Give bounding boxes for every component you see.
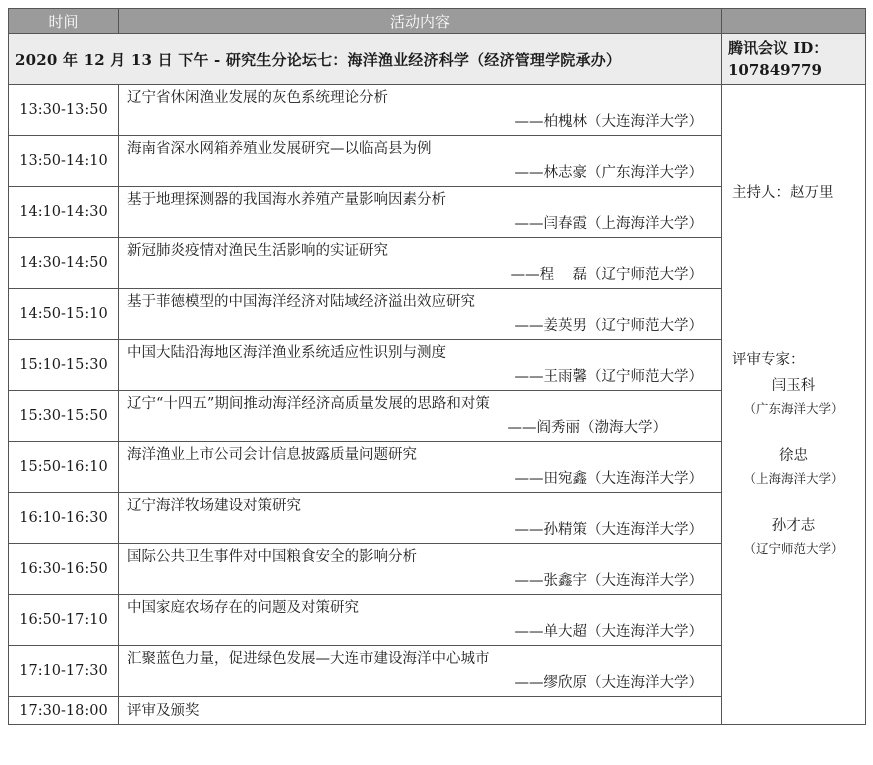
- header-time: 时间: [9, 9, 119, 34]
- slot-speaker: ——田宛鑫（大连海洋大学）: [514, 471, 703, 487]
- slot-time: 16:10-16:30: [9, 493, 119, 544]
- slot-activity: [119, 238, 722, 289]
- slot-activity: [119, 442, 722, 493]
- slot-speaker: ——孙精策（大连海洋大学）: [514, 522, 703, 538]
- slot-speaker: ——阎秀丽（渤海大学）: [507, 420, 667, 436]
- slot-speaker: ——林志豪（广东海洋大学）: [514, 165, 703, 181]
- session-title: 2020 年 12 月 13 日 下午 - 研究生分论坛七：海洋渔业经济科学（经济管理学院承办）: [9, 34, 722, 85]
- slot-time: 14:10-14:30: [9, 187, 119, 238]
- slot-activity: [119, 136, 722, 187]
- schedule-table: [8, 8, 866, 725]
- header-blank: [722, 9, 866, 34]
- table-row: [9, 85, 866, 136]
- slot-time: 15:30-15:50: [9, 391, 119, 442]
- reviewer-affiliation: （广东海洋大学）: [743, 401, 844, 416]
- reviewer-affiliation: （上海海洋大学）: [743, 471, 844, 486]
- slot-topic: 中国大陆沿海地区海洋渔业系统适应性识别与测度: [127, 345, 446, 361]
- slot-time: 13:50-14:10: [9, 136, 119, 187]
- slot-time: 14:50-15:10: [9, 289, 119, 340]
- slot-topic: 汇聚蓝色力量，促进绿色发展—大连市建设海洋中心城市: [127, 651, 490, 667]
- slot-speaker: ——单大超（大连海洋大学）: [514, 624, 703, 640]
- slot-time: 16:50-17:10: [9, 595, 119, 646]
- slot-topic: 国际公共卫生事件对中国粮食安全的影响分析: [127, 549, 417, 565]
- slot-topic: 海洋渔业上市公司会计信息披露质量问题研究: [127, 447, 417, 463]
- reviewer-name: 孙才志: [771, 518, 816, 534]
- reviewer-name: 闫玉科: [771, 378, 816, 394]
- reviewer-affiliation: （辽宁师范大学）: [743, 541, 844, 556]
- host: 主持人：赵万里: [732, 185, 834, 201]
- slot-speaker: ——程 磊（辽宁师范大学）: [510, 267, 703, 283]
- slot-time: 14:30-14:50: [9, 238, 119, 289]
- slot-time: 15:50-16:10: [9, 442, 119, 493]
- slot-time: 15:10-15:30: [9, 340, 119, 391]
- slot-speaker: ——闫春霞（上海海洋大学）: [514, 216, 703, 232]
- slot-topic: 新冠肺炎疫情对渔民生活影响的实证研究: [127, 243, 388, 259]
- side-panel: [722, 85, 866, 725]
- slot-time: 17:10-17:30: [9, 646, 119, 697]
- session-row: [9, 34, 866, 85]
- slot-speaker: ——柏槐林（大连海洋大学）: [514, 114, 703, 130]
- slot-speaker: ——王雨馨（辽宁师范大学）: [514, 369, 703, 385]
- slot-activity: [119, 595, 722, 646]
- reviewers-label: 评审专家：: [732, 352, 805, 368]
- slot-speaker: ——张鑫宇（大连海洋大学）: [514, 573, 703, 589]
- slot-time: 16:30-16:50: [9, 544, 119, 595]
- reviewer-name: 徐忠: [779, 448, 808, 464]
- slot-activity: [119, 289, 722, 340]
- slot-topic: 辽宁“十四五”期间推动海洋经济高质量发展的思路和对策: [127, 396, 490, 412]
- slot-topic: 基于菲德模型的中国海洋经济对陆域经济溢出效应研究: [127, 294, 475, 310]
- slot-activity: [119, 85, 722, 136]
- slot-topic: 海南省深水网箱养殖业发展研究—以临高县为例: [127, 141, 432, 157]
- slot-activity: [119, 697, 722, 725]
- slot-activity: [119, 646, 722, 697]
- slot-activity: [119, 391, 722, 442]
- slot-activity: [119, 493, 722, 544]
- slot-time: 17:30-18:00: [9, 697, 119, 725]
- meeting-label: 腾讯会议 ID：: [728, 39, 829, 57]
- meeting-id: 107849779: [728, 61, 822, 79]
- slot-activity: [119, 187, 722, 238]
- slot-topic: 辽宁省休闲渔业发展的灰色系统理论分析: [127, 90, 388, 106]
- slot-topic: 辽宁海洋牧场建设对策研究: [127, 498, 301, 514]
- slot-activity: [119, 544, 722, 595]
- slot-topic: 中国家庭农场存在的问题及对策研究: [127, 600, 359, 616]
- slot-speaker: ——姜英男（辽宁师范大学）: [514, 318, 703, 334]
- slot-time: 13:30-13:50: [9, 85, 119, 136]
- slot-topic: 评审及颁奖: [127, 702, 200, 719]
- slot-activity: [119, 340, 722, 391]
- slot-speaker: ——缪欣原（大连海洋大学）: [514, 675, 703, 691]
- header-activity: 活动内容: [119, 9, 722, 34]
- slot-topic: 基于地理探测器的我国海水养殖产量影响因素分析: [127, 192, 446, 208]
- meeting-info: [722, 34, 866, 85]
- header-row: [9, 9, 866, 34]
